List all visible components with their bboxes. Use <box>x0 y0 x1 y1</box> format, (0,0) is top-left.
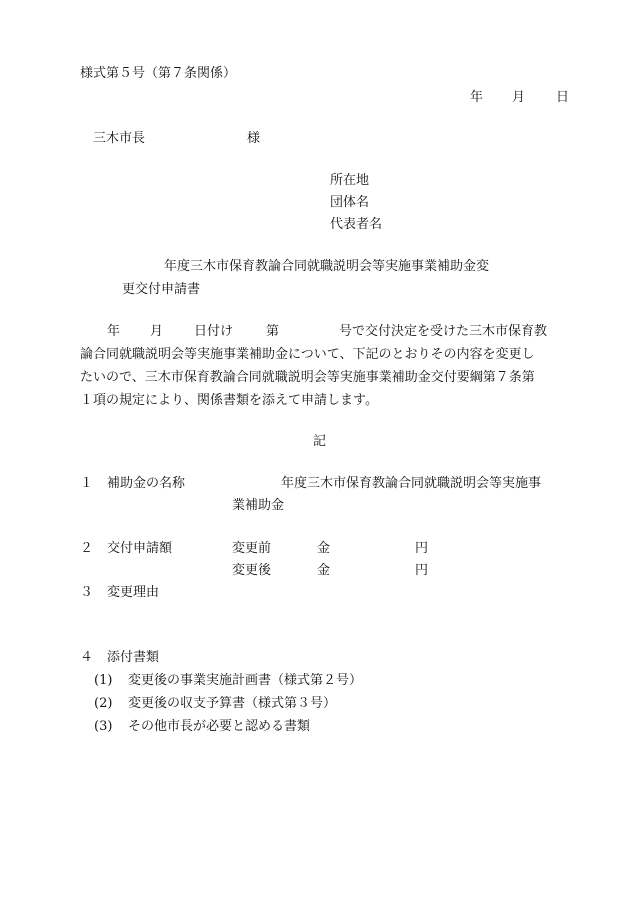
body-line2: 論合同就職説明会等実施事業補助金について、下記のとおりその内容を変更し <box>80 347 535 362</box>
item4-sub3-number: (3) <box>94 719 113 734</box>
item4-sub1-text: 変更後の事業実施計画書（様式第２号） <box>128 673 363 688</box>
item1-value-line2: 業補助金 <box>232 498 285 513</box>
item4-sub2-text: 変更後の収支予算書（様式第３号） <box>128 696 337 711</box>
applicant-organization-label: 団体名 <box>330 195 370 210</box>
addressee-honorific: 様 <box>247 131 261 146</box>
item2-after-kin: 金 <box>317 563 331 578</box>
form-label: 様式第５号（第７条関係） <box>80 66 237 81</box>
body-number-prefix: 第 <box>266 324 280 339</box>
item1-label: 補助金の名称 <box>107 476 186 491</box>
item3-label: 変更理由 <box>107 585 160 600</box>
item4-sub2-number: (2) <box>94 696 113 711</box>
body-line4: １項の規定により、関係書類を添えて申請します。 <box>80 393 378 408</box>
applicant-representative-label: 代表者名 <box>330 217 383 232</box>
addressee-name: 三木市長 <box>93 131 146 146</box>
item2-after-yen: 円 <box>415 563 429 578</box>
item4-sub1-number: (1) <box>94 673 113 688</box>
date-day: 日 <box>556 90 570 105</box>
body-day-suffix: 日付け <box>194 324 234 339</box>
item1-number: １ <box>80 476 94 491</box>
item2-before-kin: 金 <box>317 541 331 556</box>
item2-after-label: 変更後 <box>232 563 272 578</box>
item4-number: ４ <box>80 650 94 665</box>
item2-label: 交付申請額 <box>107 541 173 556</box>
item3-number: ３ <box>80 585 94 600</box>
item2-number: ２ <box>80 541 94 556</box>
date-year: 年 <box>470 90 484 105</box>
item1-value-line1: 年度三木市保育教論合同就職説明会等実施事 <box>281 476 542 491</box>
body-month: 月 <box>150 324 164 339</box>
applicant-address-label: 所在地 <box>330 173 370 188</box>
document-title-line1: 年度三木市保育教論合同就職説明会等実施事業補助金変 <box>164 259 490 274</box>
document-title-line2: 更交付申請書 <box>122 282 201 297</box>
item4-label: 添付書類 <box>107 650 160 665</box>
date-month: 月 <box>512 90 526 105</box>
body-line1-rest: 号で交付決定を受けた三木市保育教 <box>339 324 548 339</box>
body-line3: たいので、三木市保育教論合同就職説明会等実施事業補助金交付要綱第７条第 <box>80 370 535 385</box>
item2-before-yen: 円 <box>415 541 429 556</box>
item4-sub3-text: その他市長が必要と認める書類 <box>128 719 311 734</box>
body-year: 年 <box>107 324 121 339</box>
item2-before-label: 変更前 <box>232 541 272 556</box>
ki-heading: 記 <box>313 434 327 449</box>
